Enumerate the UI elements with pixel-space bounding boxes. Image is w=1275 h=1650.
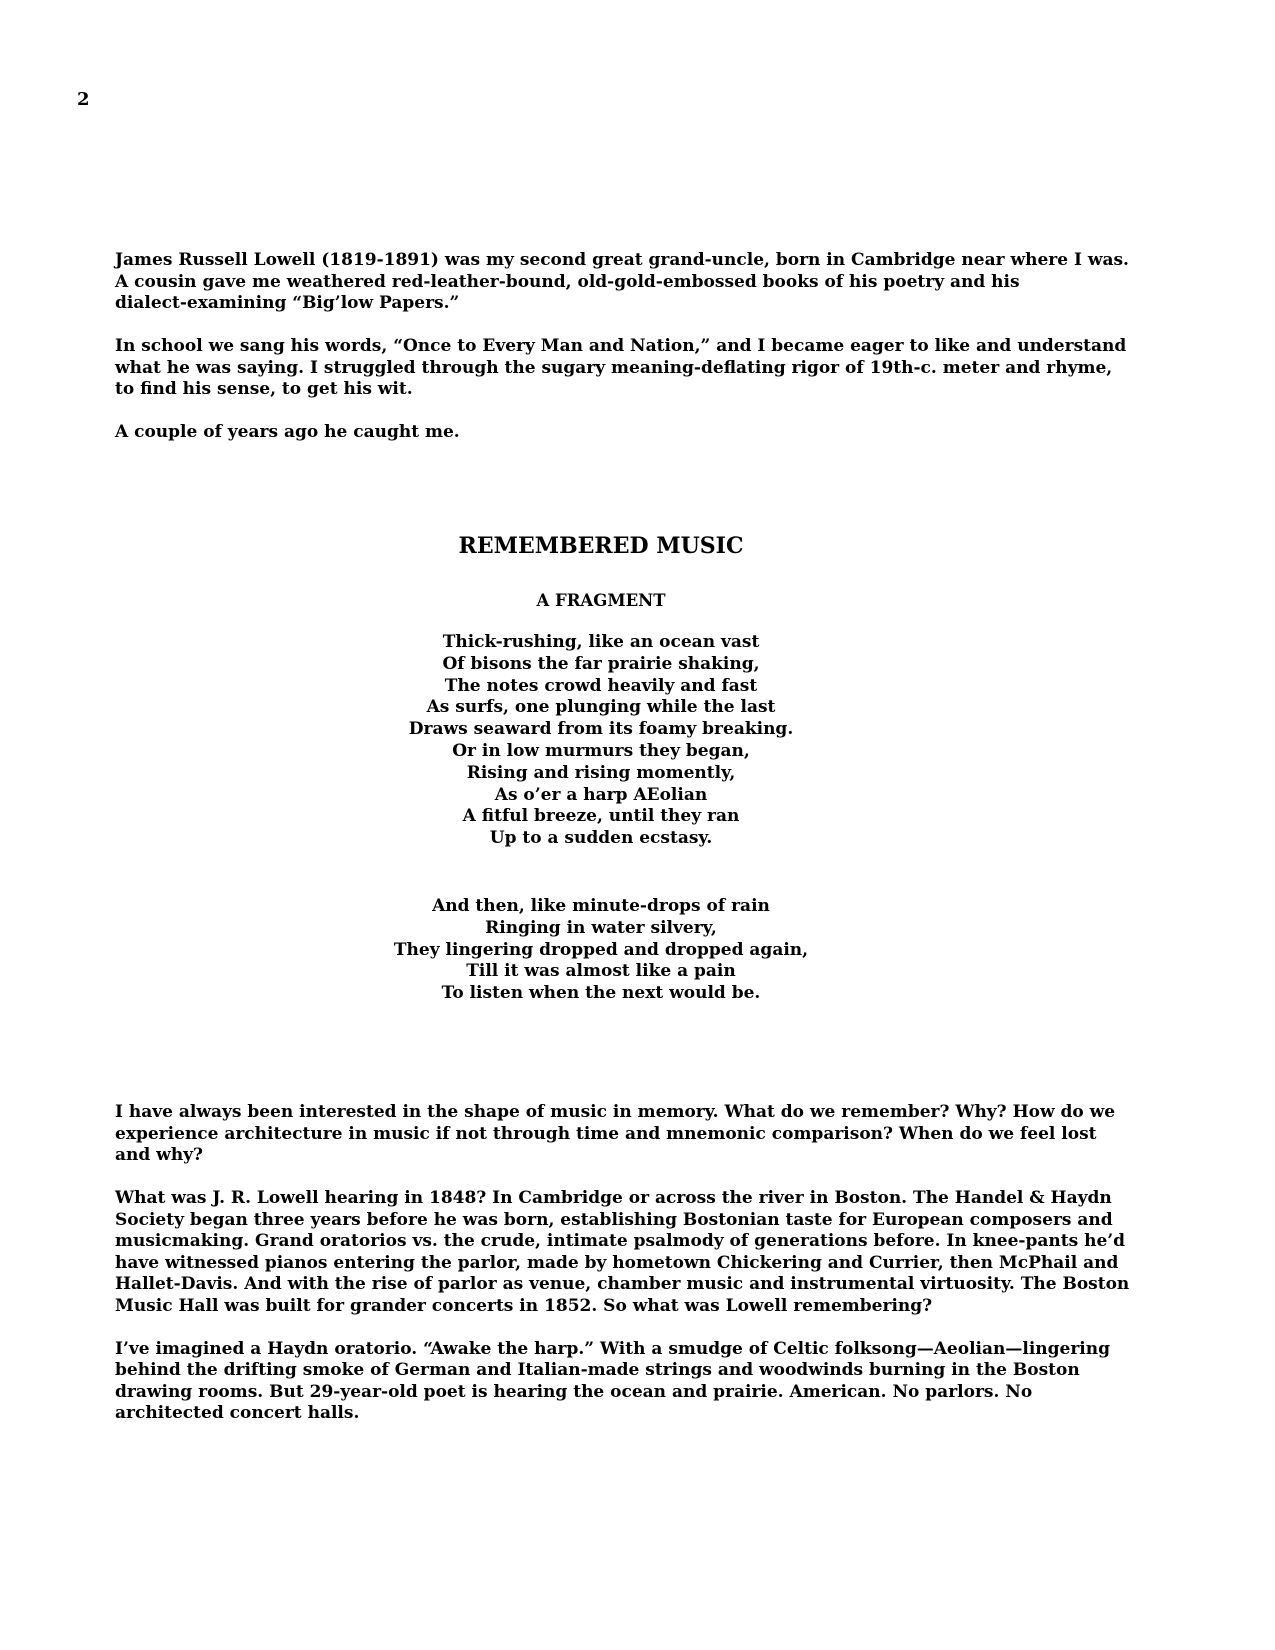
poem-line: As o’er a harp AEolian	[494, 784, 708, 805]
poem-title: REMEMBERED MUSIC	[458, 533, 744, 559]
closing-paragraph: I’ve imagined a Haydn oratorio. “Awake the harp.” With a smudge of Celtic folksong—Aeolian—lingering behind the drifting smoke of German and Italian-made strings and woodwinds burning in the Boston drawing rooms. But 29-year-old poet is hearing the ocean and prairie. American. No parlors. No architected concert halls.	[115, 1338, 1111, 1423]
poem-line: As surfs, one plunging while the last	[426, 697, 776, 718]
poem-line: Till it was almost like a pain	[466, 961, 736, 982]
closing-paragraph: I have always been interested in the shape of music in memory. What do we remember? Why? How do we experience architecture in music if not through time and mnemonic comparison? When do we feel lost and why?	[115, 1102, 1116, 1165]
poem-line: Thick-rushing, like an ocean vast	[442, 632, 760, 652]
page-number: 2	[77, 89, 90, 110]
poem-line: Ringing in water silvery,	[485, 917, 717, 938]
poem-line: Rising and rising momently,	[466, 762, 736, 783]
closing-section	[115, 1102, 1195, 1446]
closing-paragraph: What was J. R. Lowell hearing in 1848? In Cambridge or across the river in Boston. The Handel & Haydn Society began three years before he was born, establishing Bostonian taste for European composers and musicmaking. Grand oratorios vs. the crude, intimate psalmody of generations before. In knee-pants he’d have witnessed pianos entering the parlor, made by hometown Chickering and Currier, then McPhail and Hallet-Davis. And with the rise of parlor as venue, chamber music and instrumental virtuosity. The Boston Music Hall was built for grander concerts in 1852. So what was Lowell remembering?	[115, 1188, 1130, 1316]
intro-paragraph: James Russell Lowell (1819-1891) was my second great grand-uncle, born in Cambridge near where I was. A cousin gave me weathered red-leather-bound, old-gold-embossed books of his poetry and his dialect-examining “Big’low Papers.”	[115, 250, 1129, 313]
intro-paragraph: In school we sang his words, “Once to Every Man and Nation,” and I became eager to like and understand what he was saying. I struggled through the sugary meaning-deflating rigor of 19th-c. meter and rhyme, to find his sense, to get his wit.	[115, 336, 1127, 399]
poem-line: They lingering dropped and dropped again,	[393, 939, 809, 960]
poem-subtitle: A FRAGMENT	[536, 591, 666, 610]
intro-paragraph: A couple of years ago he caught me.	[115, 422, 460, 442]
poem-line: Of bisons the far prairie shaking,	[442, 653, 760, 674]
poem-line: To listen when the next would be.	[441, 983, 761, 1004]
poem-line: A fitful breeze, until they ran	[462, 806, 740, 827]
poem-line: Or in low murmurs they began,	[452, 740, 750, 761]
poem-line: The notes crowd heavily and fast	[444, 675, 758, 696]
poem-line: Up to a sudden ecstasy.	[489, 828, 713, 849]
poem-line: Draws seaward from its foamy breaking.	[408, 719, 794, 740]
poem-line: And then, like minute-drops of rain	[432, 896, 770, 916]
poem-stanza-2	[0, 896, 1202, 1005]
intro-section	[115, 250, 1195, 465]
poem-stanza-1	[0, 632, 1202, 850]
